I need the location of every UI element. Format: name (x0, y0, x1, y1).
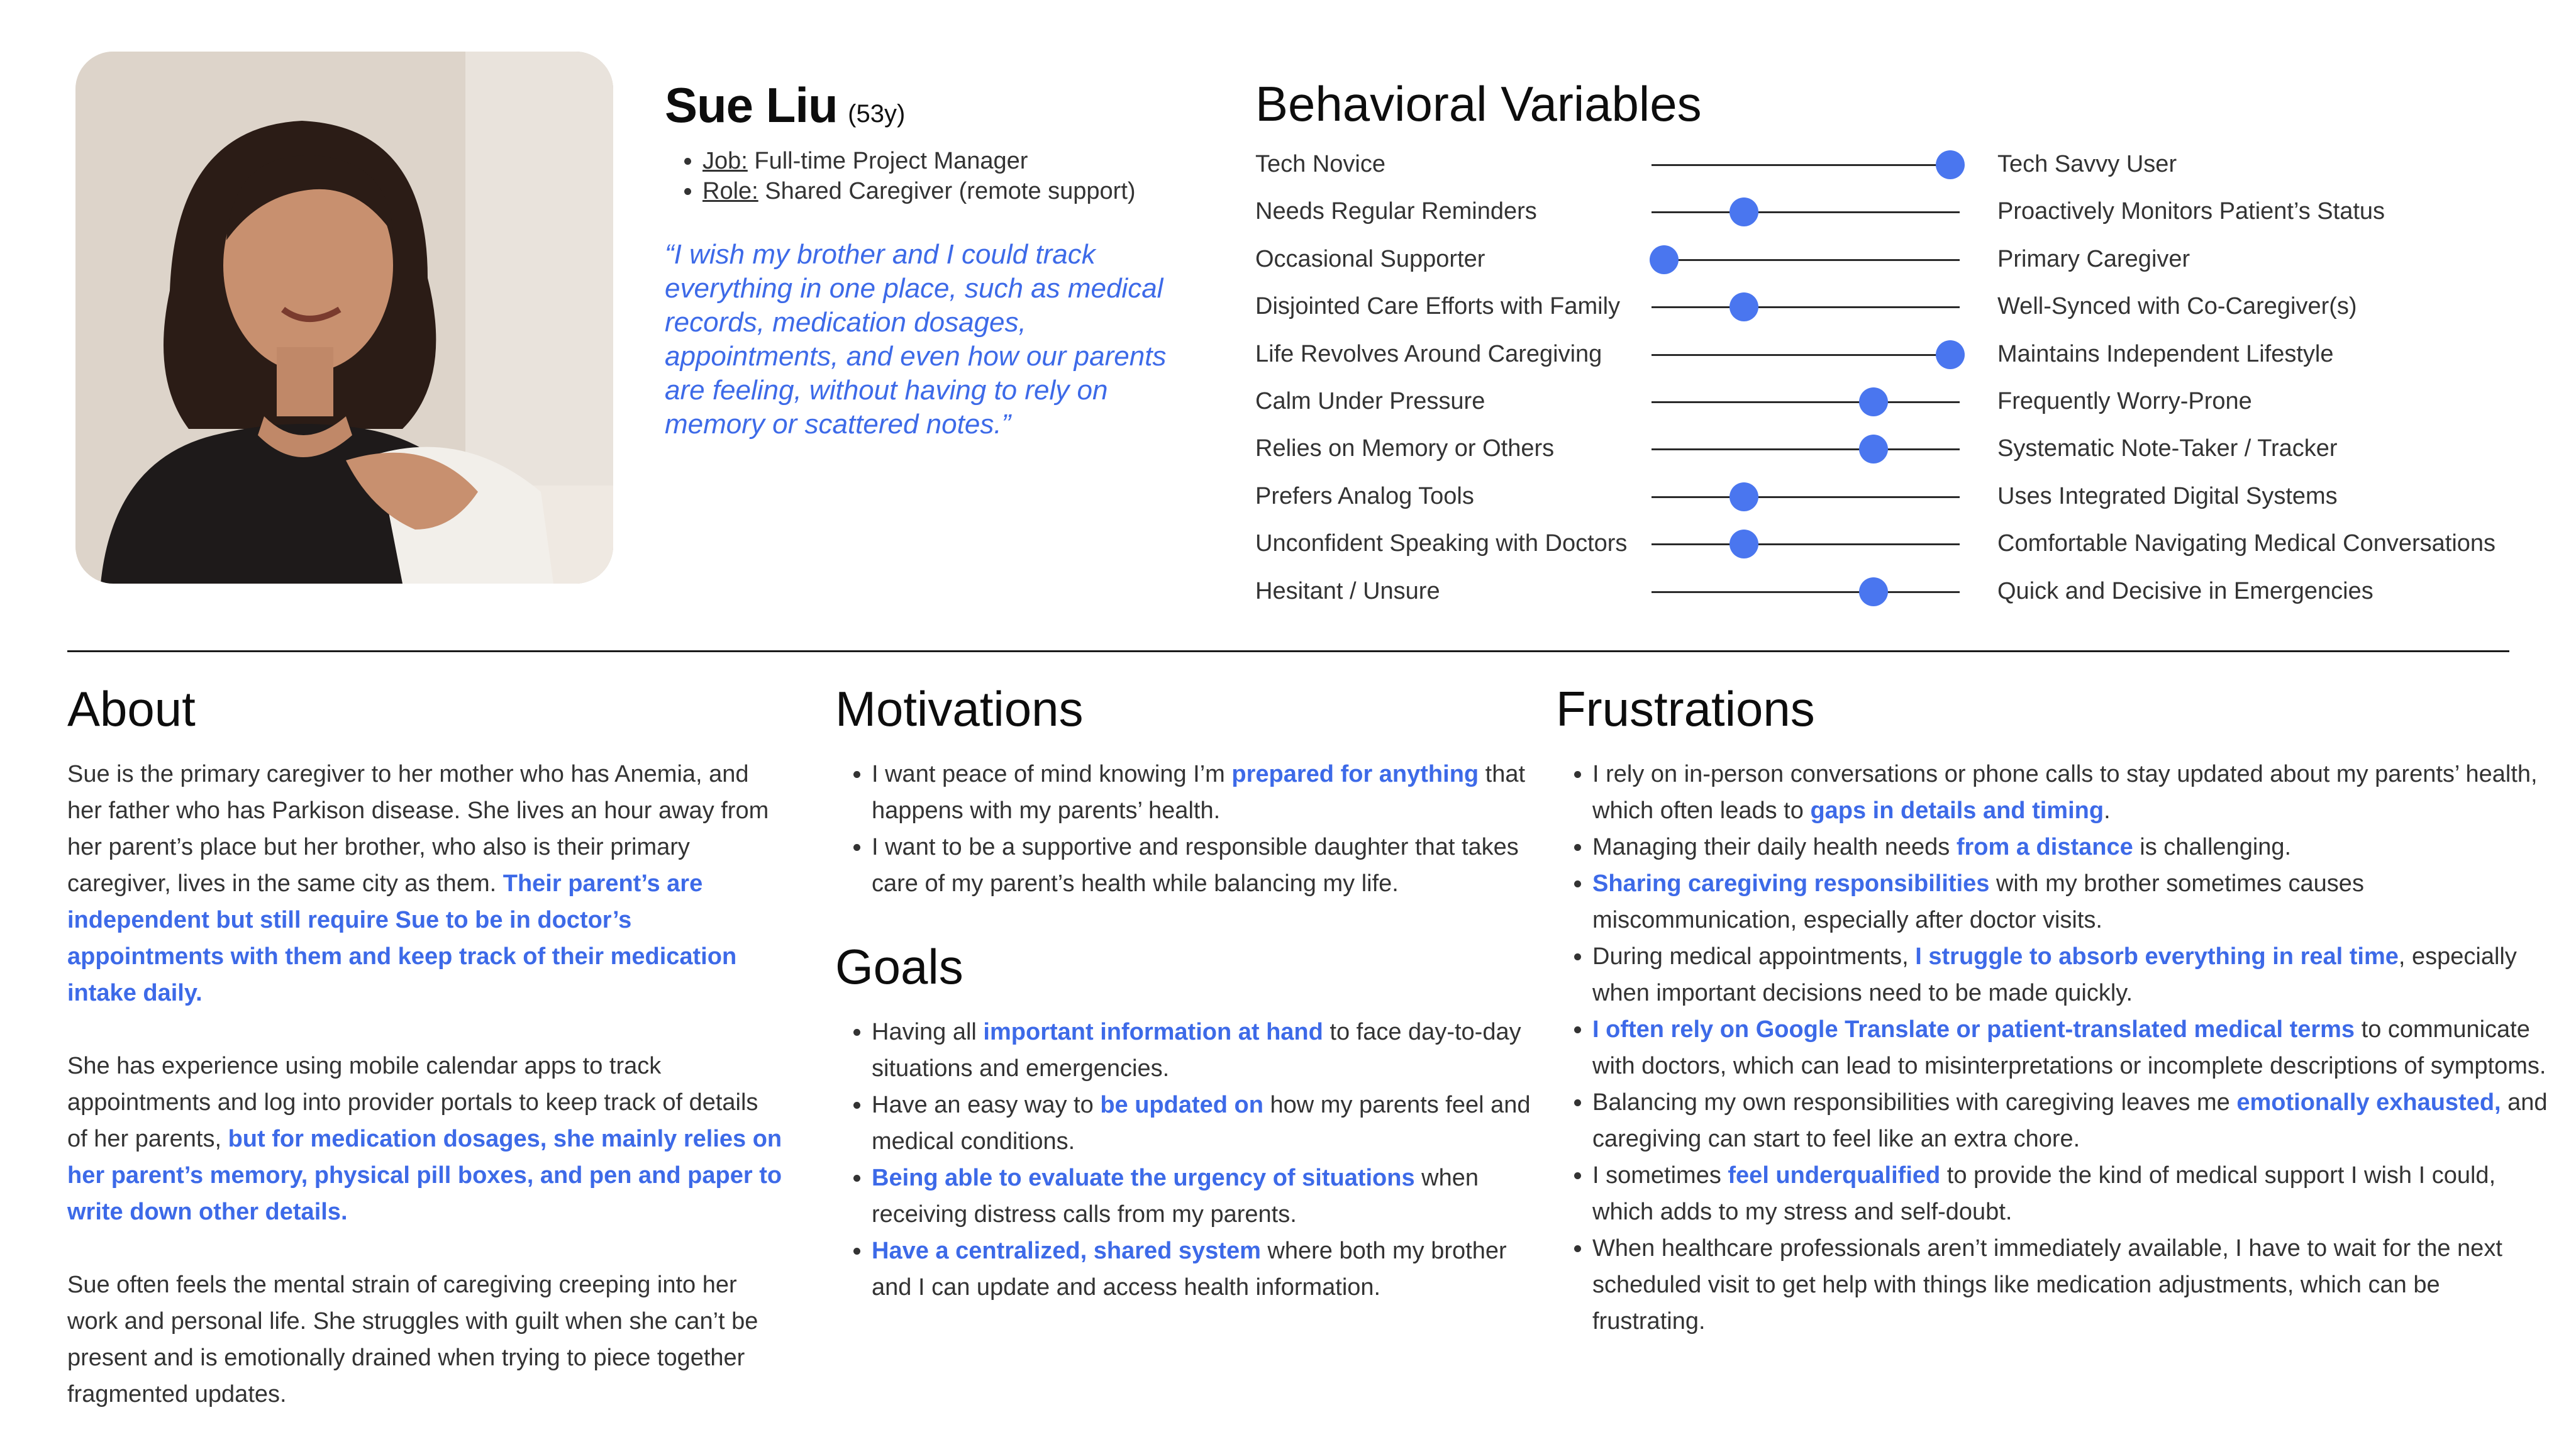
behavioral-left-label: Calm Under Pressure (1255, 388, 1485, 414)
behavioral-right-label: Comfortable Navigating Medical Conversations (1997, 530, 2496, 557)
highlight-text: gaps in details and timing (1810, 797, 2104, 824)
about-paragraph-3: Sue often feels the mental strain of caregiving creeping into her work and personal life. She struggles with guilt when she can’t be present and is emotionally drained when trying to piece together fragmented updates. (67, 1272, 758, 1407)
behavioral-right-label: Proactively Monitors Patient’s Status (1997, 198, 2385, 225)
list-item (1592, 865, 2555, 938)
about-paragraph-1 (67, 756, 784, 1011)
motivations-title: Motivations (835, 681, 1084, 736)
list-item (872, 1087, 1551, 1160)
list-item (1592, 1157, 2555, 1230)
list-item (872, 1233, 1551, 1306)
behavioral-right-label: Tech Savvy User (1997, 151, 2177, 177)
behavioral-slider-track (1652, 448, 1960, 450)
behavioral-row (1255, 520, 2519, 567)
behavioral-row (1255, 331, 2519, 377)
item-text: I sometimes (1592, 1162, 1728, 1189)
highlight-text: prepared for anything (1231, 761, 1479, 787)
behavioral-row (1255, 425, 2519, 472)
persona-job (702, 146, 1136, 176)
highlight-text: feel underqualified (1728, 1162, 1941, 1189)
behavioral-slider-track (1652, 401, 1960, 403)
item-text: When healthcare professionals aren’t immediately available, I have to wait for the next scheduled visit to get help with things like medication adjustments, which can be frustrating. (1592, 1235, 2502, 1335)
persona-quote: “I wish my brother and I could track everything in one place, such as medical records, medication dosages, appointments, and even how our parents are feeling, without having to rely on memory or scattered notes.” (665, 239, 1167, 440)
behavioral-row (1255, 378, 2519, 425)
behavioral-row (1255, 236, 2519, 282)
behavioral-right-label: Systematic Note-Taker / Tracker (1997, 435, 2338, 462)
behavioral-variables-title: Behavioral Variables (1255, 76, 1702, 131)
role-value: Shared Caregiver (remote support) (758, 178, 1136, 204)
behavioral-slider-thumb (1729, 482, 1758, 511)
frustrations-title: Frustrations (1556, 681, 1815, 736)
behavioral-row (1255, 473, 2519, 519)
behavioral-left-label: Occasional Supporter (1255, 245, 1485, 272)
item-text: to face day-to-day situations and emergencies. (872, 1019, 1521, 1082)
behavioral-slider-track (1652, 164, 1960, 166)
item-text: where both my brother and I can update and access health information. (872, 1238, 1507, 1301)
behavioral-left-label: Prefers Analog Tools (1255, 482, 1474, 509)
behavioral-left-label: Life Revolves Around Caregiving (1255, 340, 1602, 367)
behavioral-slider-thumb (1859, 577, 1888, 606)
persona-photo (75, 52, 613, 584)
behavioral-slider-thumb (1729, 197, 1758, 226)
behavioral-left-label: Hesitant / Unsure (1255, 577, 1440, 604)
highlight-text: Have a centralized, shared system (872, 1238, 1261, 1264)
list-item (1592, 938, 2555, 1011)
behavioral-slider-thumb (1729, 530, 1758, 558)
about-paragraph-2 (67, 1048, 784, 1230)
persona-name: Sue Liu (665, 77, 838, 133)
item-text: that happens with my parents’ health. (872, 761, 1526, 824)
behavioral-slider-thumb (1859, 387, 1888, 416)
item-text: to provide the kind of medical support I wish I could, which adds to my stress and self-doubt. (1592, 1162, 2496, 1225)
highlight-text: be updated on (1100, 1092, 1263, 1118)
item-text: Balancing my own responsibilities with caregiving leaves me (1592, 1089, 2237, 1116)
list-item (872, 756, 1551, 829)
item-text: , especially when important decisions need to be made quickly. (1592, 943, 2517, 1006)
behavioral-row (1255, 283, 2519, 330)
behavioral-slider-track (1652, 591, 1960, 593)
persona-role (702, 176, 1136, 206)
behavioral-row (1255, 188, 2519, 235)
item-text: I rely on in-person conversations or phone calls to stay updated about my parents’ health, which often leads to (1592, 761, 2538, 824)
behavioral-right-label: Quick and Decisive in Emergencies (1997, 577, 2373, 604)
about-text (67, 756, 784, 1449)
job-value: Full-time Project Manager (747, 148, 1028, 174)
behavioral-slider-track (1652, 306, 1960, 308)
item-text: and caregiving can start to feel like an extra chore. (1592, 1089, 2548, 1152)
list-item (1592, 1084, 2555, 1157)
highlight-text: emotionally exhausted, (2236, 1089, 2501, 1116)
item-text: I want to be a supportive and responsible daughter that takes care of my parent’s health while balancing my life. (872, 834, 1519, 897)
behavioral-slider-thumb (1650, 245, 1679, 274)
about-p1-highlight: Their parent’s are independent but still require Sue to be in doctor’s appointments with them and keep track of their medication intake daily. (67, 870, 737, 1006)
highlight-text: Being able to evaluate the urgency of situations (872, 1165, 1415, 1191)
item-text: During medical appointments, (1592, 943, 1916, 970)
list-item (872, 829, 1551, 902)
item-text: to communicate with doctors, which can lead to misinterpretations or incomplete descriptions of symptoms. (1592, 1016, 2546, 1079)
behavioral-left-label: Tech Novice (1255, 151, 1385, 177)
behavioral-left-label: Needs Regular Reminders (1255, 198, 1537, 225)
list-item (872, 1160, 1551, 1233)
about-p2-highlight: but for medication dosages, she mainly relies on her parent’s memory, physical pill boxes, and pen and paper to write down other details. (67, 1126, 782, 1225)
list-item (1592, 829, 2555, 865)
highlight-text: important information at hand (983, 1019, 1323, 1045)
behavioral-left-label: Disjointed Care Efforts with Family (1255, 293, 1621, 320)
behavioral-right-label: Frequently Worry-Prone (1997, 388, 2252, 414)
behavioral-right-label: Primary Caregiver (1997, 245, 2190, 272)
highlight-text: I often rely on Google Translate or patient-translated medical terms (1592, 1016, 2355, 1043)
section-divider (67, 650, 2509, 652)
behavioral-slider-track (1652, 354, 1960, 356)
about-p1-text: Sue is the primary caregiver to her mother who has Anemia, and her father who has Parkison disease. She lives an hour away from her parent’s place but her brother, who also is their primary caregiver, lives in the same city as them. (67, 761, 769, 897)
highlight-text: from a distance (1956, 834, 2133, 860)
behavioral-right-label: Maintains Independent Lifestyle (1997, 340, 2334, 367)
persona-facts (665, 146, 1136, 206)
list-item (1592, 756, 2555, 829)
item-text: with my brother sometimes causes miscommunication, especially after doctor visits. (1592, 870, 2364, 933)
item-text: Having all (872, 1019, 984, 1045)
behavioral-left-label: Unconfident Speaking with Doctors (1255, 530, 1628, 557)
behavioral-left-label: Relies on Memory or Others (1255, 435, 1555, 462)
motivations-list (835, 756, 1551, 902)
item-text: how my parents feel and medical conditions. (872, 1092, 1531, 1155)
job-label: Job: (702, 148, 748, 174)
behavioral-slider-track (1652, 211, 1960, 213)
item-text: Managing their daily health needs (1592, 834, 1957, 860)
frustrations-list (1556, 756, 2555, 1340)
persona-portrait-illustration (75, 52, 613, 584)
behavioral-slider-track (1652, 259, 1960, 261)
list-item (872, 1014, 1551, 1087)
list-item (1592, 1230, 2555, 1340)
role-label: Role: (702, 178, 758, 204)
highlight-text: Sharing caregiving responsibilities (1592, 870, 1990, 897)
item-text: when receiving distress calls from my parents. (872, 1165, 1479, 1228)
behavioral-slider-thumb (1859, 435, 1888, 464)
item-text: is challenging. (2133, 834, 2292, 860)
item-text: . (2104, 797, 2111, 824)
goals-title: Goals (835, 939, 963, 994)
behavioral-slider-thumb (1936, 150, 1965, 179)
behavioral-row (1255, 141, 2519, 187)
about-title: About (67, 681, 196, 736)
behavioral-slider-track (1652, 543, 1960, 545)
behavioral-slider-thumb (1936, 340, 1965, 369)
persona-header (665, 77, 905, 134)
behavioral-right-label: Uses Integrated Digital Systems (1997, 482, 2338, 509)
behavioral-slider-track (1652, 496, 1960, 498)
item-text: Have an easy way to (872, 1092, 1101, 1118)
list-item (1592, 1011, 2555, 1084)
behavioral-slider-thumb (1729, 292, 1758, 321)
item-text: I want peace of mind knowing I’m (872, 761, 1232, 787)
behavioral-right-label: Well-Synced with Co-Caregiver(s) (1997, 293, 2357, 320)
about-p2-text: She has experience using mobile calendar apps to track appointments and log into provider portals to keep track of details of her parents, (67, 1053, 758, 1152)
goals-list (835, 1014, 1551, 1306)
highlight-text: I struggle to absorb everything in real time (1915, 943, 2399, 970)
persona-age: (53y) (848, 100, 906, 128)
behavioral-row (1255, 568, 2519, 614)
